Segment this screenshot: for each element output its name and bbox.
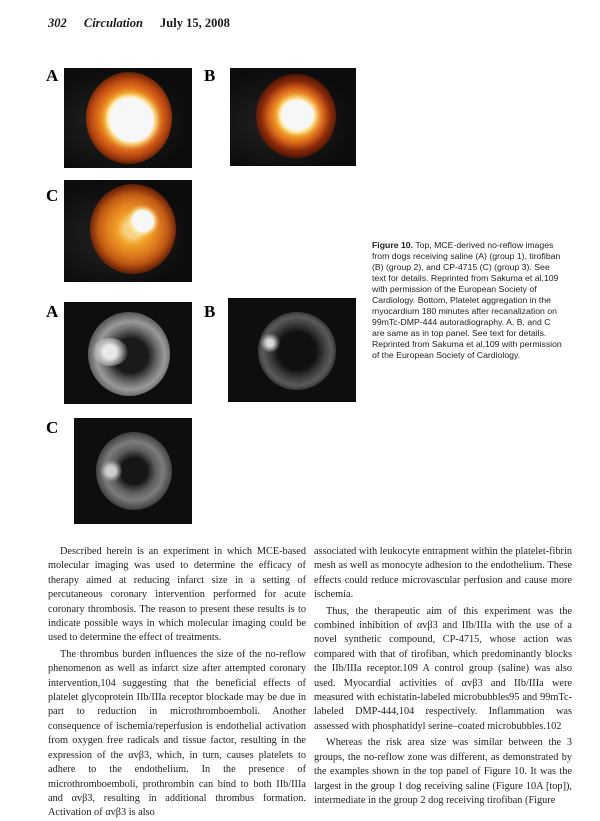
caption-title: Figure 10. <box>372 240 414 250</box>
figure-label-bottom-b: B <box>204 302 216 321</box>
autoradiography-image-saline <box>64 302 192 404</box>
paragraph: associated with leukocyte entrapment within the platelet-fibrin mesh as well as monocyte adhesion to the endothelium. These effects could reduce microvascular perfusion and cause more ischemia. <box>314 546 572 601</box>
figure-label-bottom-a: A <box>46 302 59 321</box>
autoradiography-image-cp4715 <box>74 418 192 524</box>
page-number: 302 <box>48 16 67 30</box>
paragraph: Described herein is an experiment in which MCE-based molecular imaging was used to determine the efficacy of therapy aimed at reducing infarct size in a setting of percutaneous coronary intervention performed for acute coronary thrombosis. The reason to present these results is to indicate possible ways in which molecular imaging could be used to determine the effect of treatments. <box>48 546 306 644</box>
running-header <box>48 16 244 31</box>
figure-caption <box>372 240 562 361</box>
autoradiography-image-tirofiban <box>228 298 356 402</box>
figure-label-top-c: C <box>46 186 59 205</box>
caption-text: Top, MCE-derived no-reflow images from dogs receiving saline (A) (group 1), tirofiban (B) (group 2), and CP-4715 (C) (group 3). See text for details. Reprinted from Sakuma et al,109 with permission of the European Society of Cardiology. Bottom, Platelet aggregation in the myocardium 180 minutes after recanalization on 99mTc-DMP-444 autoradiography. A, B, and C are same as in top panel. See text for details. Reprinted from Sakuma et al,109 with permission of the European Society of Cardiology. <box>372 240 562 360</box>
body-column-left <box>48 545 306 821</box>
figure-label-bottom-c: C <box>46 418 59 437</box>
figure-label-top-a: A <box>46 66 59 85</box>
issue-date: July 15, 2008 <box>160 16 230 30</box>
mce-image-tirofiban <box>230 68 356 166</box>
mce-image-saline <box>64 68 192 168</box>
paragraph: The thrombus burden influences the size of the no-reflow phenomenon as well as infarct size after attempted coronary intervention,104 suggesting that the beneficial effects of platelet glycoprotein IIb/IIIa receptor blockade may be due in part to reduction in microthromboemboli. Another consequence of ischemia/reperfusion is endothelial activation from oxygen free radicals and tissue factor, resulting in the expression of the αvβ3, which, in turn, causes platelets to adhere to the endothelium. In the presence of microthromboemboli, prothrombin can bind to both IIb/IIIa and αvβ3, resulting in additional thrombus formation. Activation of αvβ3 is also <box>48 648 306 819</box>
mce-image-cp4715 <box>64 180 192 282</box>
body-column-right <box>314 545 572 808</box>
paragraph: Whereas the risk area size was similar between the 3 groups, the no-reflow zone was different, as demonstrated by the examples shown in the top panel of Figure 10. It was the largest in the group 1 dog receiving saline (Figure 10A [top]), intermediate in the group 2 dog receiving tirofiban (Figure <box>314 737 572 806</box>
figure-label-top-b: B <box>204 66 216 85</box>
journal-name: Circulation <box>83 16 143 30</box>
paragraph: Thus, the therapeutic aim of this experiment was the combined inhibition of αvβ3 and IIb/IIIa with the use of a novel synthetic compound, CP-4715, whose action was compared with that of tirofiban, which predominantly blocks the IIb/IIIa receptor.109 A control group (saline) was also used. Myocardial activities of αvβ3 and IIb/IIIa were measured with echistatin-labeled microbubbles95 and 99mTc-labeled DMP-444,104 respectively. Inflammation was assessed with phosphatidyl serine–coated microbubbles.102 <box>314 605 572 732</box>
